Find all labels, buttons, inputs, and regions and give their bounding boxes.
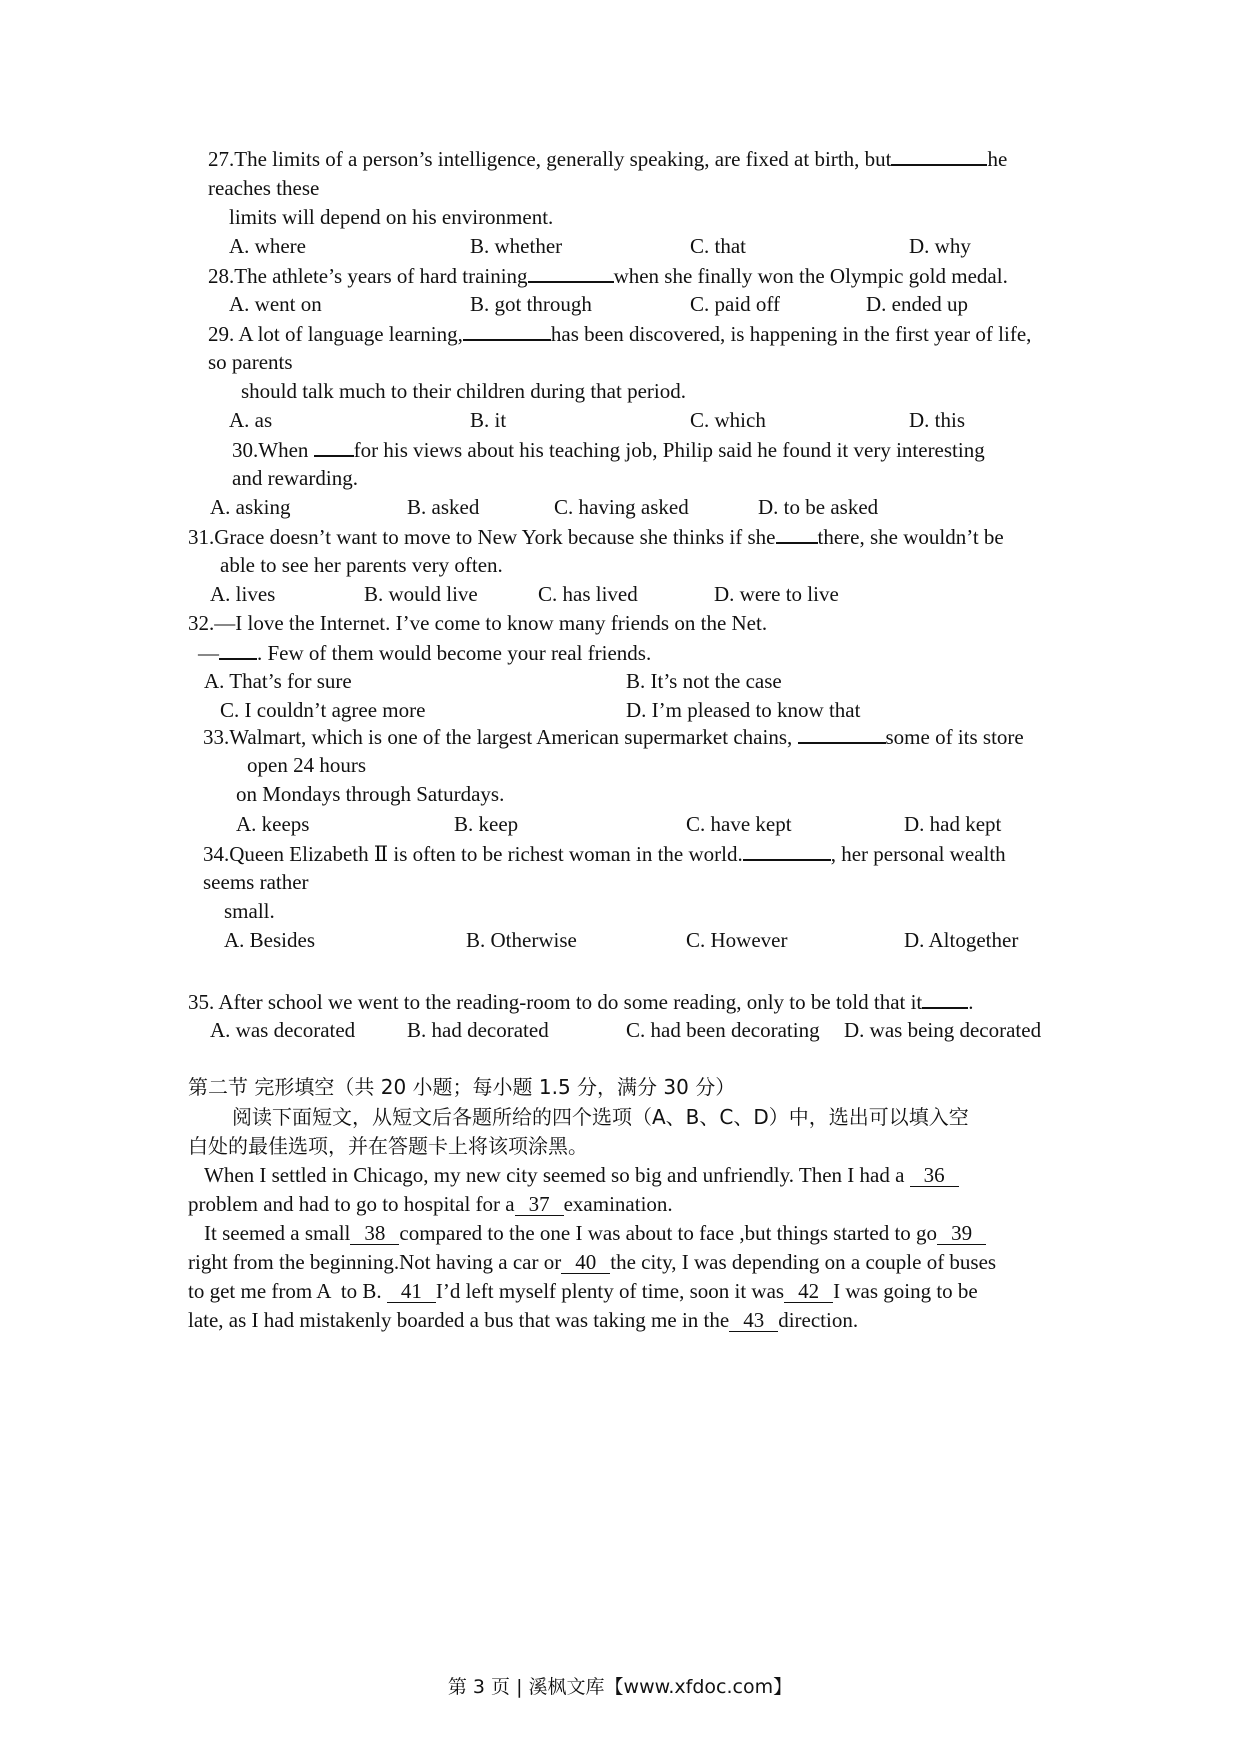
q28-option-d[interactable]: D. ended up: [866, 292, 969, 316]
q35-option-a[interactable]: A. was decorated: [210, 1018, 356, 1042]
q35-option-c[interactable]: C. had been decorating: [626, 1018, 820, 1042]
q32-dash: —: [198, 641, 219, 665]
q35-line-1: [188, 987, 974, 1016]
q33-line-3: on Mondays through Saturdays.: [236, 782, 505, 806]
blank-37[interactable]: 37: [515, 1193, 564, 1216]
q28-blank[interactable]: [528, 261, 614, 283]
blank-36[interactable]: 36: [910, 1164, 959, 1187]
blank-38[interactable]: 38: [350, 1222, 399, 1245]
q29-stem-a: 29. A lot of language learning,: [208, 322, 463, 346]
q34-stem-a: 34.Queen Elizabeth Ⅱ is often to be richest woman in the world.: [203, 842, 743, 866]
q32-line-1: 32.—I love the Internet. I’ve come to know many friends on the Net.: [188, 611, 768, 635]
q29-option-d[interactable]: D. this: [909, 408, 966, 432]
passage-text: I’d left myself plenty of time, soon it was: [435, 1279, 785, 1303]
q34-option-c[interactable]: C. However: [686, 928, 788, 952]
q30-option-d[interactable]: D. to be asked: [758, 495, 879, 519]
q29-option-c[interactable]: C. which: [690, 408, 766, 432]
q30-option-c[interactable]: C. having asked: [554, 495, 689, 519]
q34-blank[interactable]: [743, 839, 831, 861]
q32-option-b[interactable]: B. It’s not the case: [626, 669, 782, 693]
passage-line-3: [204, 1219, 986, 1247]
passage-text: direction.: [778, 1308, 859, 1332]
blank-42[interactable]: 42: [784, 1280, 833, 1303]
q28-option-a[interactable]: A. went on: [229, 292, 322, 316]
q34-option-b[interactable]: B. Otherwise: [466, 928, 577, 952]
q27-option-b[interactable]: B. whether: [470, 234, 563, 258]
q32-line-2: [198, 638, 651, 667]
section2-instructions-line-2: 白处的最佳选项，并在答题卡上将该项涂黑。: [188, 1134, 588, 1158]
q34-stem-b: , her personal wealth: [830, 842, 1006, 866]
q29-blank[interactable]: [463, 319, 551, 341]
q27-blank[interactable]: [891, 144, 987, 166]
q27-line-3: limits will depend on his environment.: [229, 205, 554, 229]
q29-stem-b: has been discovered, is happening in the first year of life,: [550, 322, 1032, 346]
q27-option-d[interactable]: D. why: [909, 234, 971, 258]
q31-option-b[interactable]: B. would live: [364, 582, 478, 606]
q27-stem-b: he: [987, 147, 1008, 171]
q30-blank[interactable]: [314, 435, 354, 457]
q34-option-a[interactable]: A. Besides: [224, 928, 315, 952]
q32-option-d[interactable]: D. I’m pleased to know that: [626, 698, 861, 722]
q27-option-c[interactable]: C. that: [690, 234, 746, 258]
q31-option-d[interactable]: D. were to live: [714, 582, 839, 606]
page-footer: 第 3 页 | 溪枫文库【www.xfdoc.com】: [447, 1676, 793, 1698]
q28-line-1: [208, 261, 1008, 290]
q30-option-a[interactable]: A. asking: [210, 495, 291, 519]
q30-stem-a: 30.When: [232, 438, 309, 462]
q33-line-1: [203, 722, 1024, 751]
q35-stem-a: 35. After school we went to the reading-room to do some reading, only to be told that it: [188, 990, 923, 1014]
q31-stem-a: 31.Grace doesn’t want to move to New York because she thinks if she: [188, 525, 776, 549]
q33-option-a[interactable]: A. keeps: [236, 812, 310, 836]
q28-option-b[interactable]: B. got through: [470, 292, 592, 316]
q31-line-2: able to see her parents very often.: [220, 553, 503, 577]
q32-option-c[interactable]: C. I couldn’t agree more: [220, 698, 426, 722]
passage-text: the city, I was depending on a couple of buses: [610, 1250, 997, 1274]
q31-stem-b: there, she wouldn’t be: [817, 525, 1004, 549]
passage-text: problem and had to go to hospital for a: [188, 1192, 515, 1216]
q29-line-1: [208, 319, 1031, 348]
q29-option-a[interactable]: A. as: [229, 408, 273, 432]
q34-option-d[interactable]: D. Altogether: [904, 928, 1019, 952]
q27-line-1: [208, 144, 1007, 173]
blank-39[interactable]: 39: [937, 1222, 986, 1245]
section2-instructions-line-1: 阅读下面短文，从短文后各题所给的四个选项（A、B、C、D）中，选出可以填入空: [232, 1105, 969, 1129]
passage-text: to get me from A to B.: [188, 1279, 382, 1303]
q35-option-d[interactable]: D. was being decorated: [844, 1018, 1042, 1042]
passage-line-5: [188, 1277, 978, 1305]
q29-line-3: should talk much to their children during that period.: [241, 379, 686, 403]
q29-option-b[interactable]: B. it: [470, 408, 507, 432]
q33-option-d[interactable]: D. had kept: [904, 812, 1002, 836]
q31-blank[interactable]: [776, 522, 818, 544]
q28-stem-a: 28.The athlete’s years of hard training: [208, 264, 528, 288]
passage-line-4: [188, 1248, 996, 1276]
blank-41[interactable]: 41: [387, 1280, 436, 1303]
q33-line-2: open 24 hours: [247, 753, 366, 777]
passage-text: compared to the one I was about to face ,but things started to go: [399, 1221, 938, 1245]
q33-stem-a: 33.Walmart, which is one of the largest American supermarket chains,: [203, 725, 793, 749]
q33-blank[interactable]: [798, 722, 886, 744]
q30-line-1: [232, 435, 985, 464]
q32-blank[interactable]: [219, 638, 257, 660]
q31-option-a[interactable]: A. lives: [210, 582, 276, 606]
q27-line-2: reaches these: [208, 176, 320, 200]
passage-text: When I settled in Chicago, my new city seemed so big and unfriendly. Then I had a: [204, 1163, 905, 1187]
q32-option-a[interactable]: A. That’s for sure: [204, 669, 352, 693]
blank-43[interactable]: 43: [729, 1309, 778, 1332]
q32-stem-b: . Few of them would become your real friends.: [257, 641, 652, 665]
q34-line-1: [203, 839, 1006, 868]
q35-blank[interactable]: [922, 987, 968, 1009]
q33-option-b[interactable]: B. keep: [454, 812, 519, 836]
q30-stem-b: for his views about his teaching job, Philip said he found it very interesting: [353, 438, 985, 462]
passage-line-2: [188, 1190, 673, 1218]
passage-text: I was going to be: [833, 1279, 978, 1303]
q35-stem-b: .: [968, 990, 974, 1014]
q30-line-2: and rewarding.: [232, 466, 358, 490]
q29-line-2: so parents: [208, 350, 293, 374]
passage-text: It seemed a small: [204, 1221, 351, 1245]
q28-stem-b: when she finally won the Olympic gold medal.: [613, 264, 1008, 288]
q31-option-c[interactable]: C. has lived: [538, 582, 638, 606]
q35-option-b[interactable]: B. had decorated: [407, 1018, 549, 1042]
passage-line-1: [204, 1161, 959, 1189]
q31-line-1: [188, 522, 1004, 551]
q27-option-a[interactable]: A. where: [229, 234, 306, 258]
q27-stem-a: 27.The limits of a person’s intelligence, generally speaking, are fixed at birth, but: [208, 147, 892, 171]
passage-line-6: [188, 1306, 858, 1334]
section2-heading: 第二节 完形填空（共 20 小题；每小题 1.5 分，满分 30 分）: [188, 1075, 736, 1099]
passage-text: examination.: [563, 1192, 673, 1216]
q28-option-c[interactable]: C. paid off: [690, 292, 781, 316]
passage-text: right from the beginning.Not having a car or: [188, 1250, 562, 1274]
q33-stem-b: some of its store: [885, 725, 1024, 749]
q34-line-2: seems rather: [203, 870, 309, 894]
q30-option-b[interactable]: B. asked: [407, 495, 480, 519]
q34-line-3: small.: [224, 899, 275, 923]
blank-40[interactable]: 40: [561, 1251, 610, 1274]
q33-option-c[interactable]: C. have kept: [686, 812, 792, 836]
passage-text: late, as I had mistakenly boarded a bus that was taking me in the: [188, 1308, 730, 1332]
